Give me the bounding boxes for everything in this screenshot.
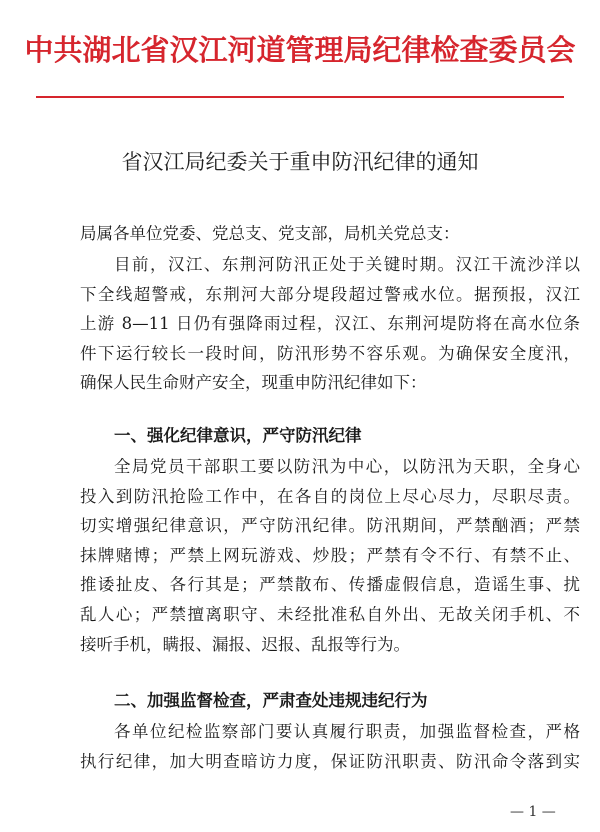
page-number: — 1 — [510,804,556,820]
paragraph-line: 确保人民生命财产安全，现重申防汛纪律如下： [80,373,427,393]
paragraph-line: 乱人心；严禁擅离职守、未经批准私自外出、无故关闭手机、不 [80,604,580,624]
salutation: 局属各单位党委、党总支、党支部，局机关党总支： [80,224,460,243]
paragraph-line: 各单位纪检监察部门要认真履行职责，加强监督检查，严格 [114,722,580,741]
paragraph-line: 投入到防汛抢险工作中，在各自的岗位上尽心尽力，尽职尽责。 [80,486,580,506]
section-heading-1: 一、强化纪律意识，严守防汛纪律 [114,426,362,445]
paragraph-line: 抹牌赌博；严禁上网玩游戏、炒股；严禁有令不行、有禁不止、 [80,545,580,565]
paragraph-line: 接听手机，瞒报、漏报、迟报、乱报等行为。 [80,634,410,654]
paragraph-line: 全局党员干部职工要以防汛为中心，以防汛为天职，全身心 [114,457,580,476]
section-heading-2: 二、加强监督检查，严肃查处违规违纪行为 [114,691,428,710]
paragraph-1 [80,250,580,398]
paragraph-line: 目前，汉江、东荆河防汛正处于关键时期。汉江干流沙洋以 [114,255,580,274]
paragraph-3 [80,717,580,776]
paragraph-2 [80,452,580,659]
document-title: 省汉江局纪委关于重申防汛纪律的通知 [121,150,479,174]
paragraph-line: 切实增强纪律意识，严守防汛纪律。防汛期间，严禁酗酒；严禁 [80,516,580,536]
letterhead-rule [36,96,564,98]
paragraph-line: 推诿扯皮、各行其是；严禁散布、传播虚假信息，造谣生事、扰 [80,575,580,595]
paragraph-line: 下全线超警戒，东荆河大部分堤段超过警戒水位。据预报，汉江 [80,284,580,304]
paragraph-line: 上游 8—11 日仍有强降雨过程，汉江、东荆河堤防将在高水位条 [80,314,580,334]
paragraph-line: 件下运行较长一段时间，防汛形势不容乐观。为确保安全度汛， [80,343,580,363]
paragraph-line: 执行纪律，加大明查暗访力度，保证防汛职责、防汛命令落到实 [80,751,580,771]
letterhead: 中共湖北省汉江河道管理局纪律检查委员会 [24,33,576,67]
